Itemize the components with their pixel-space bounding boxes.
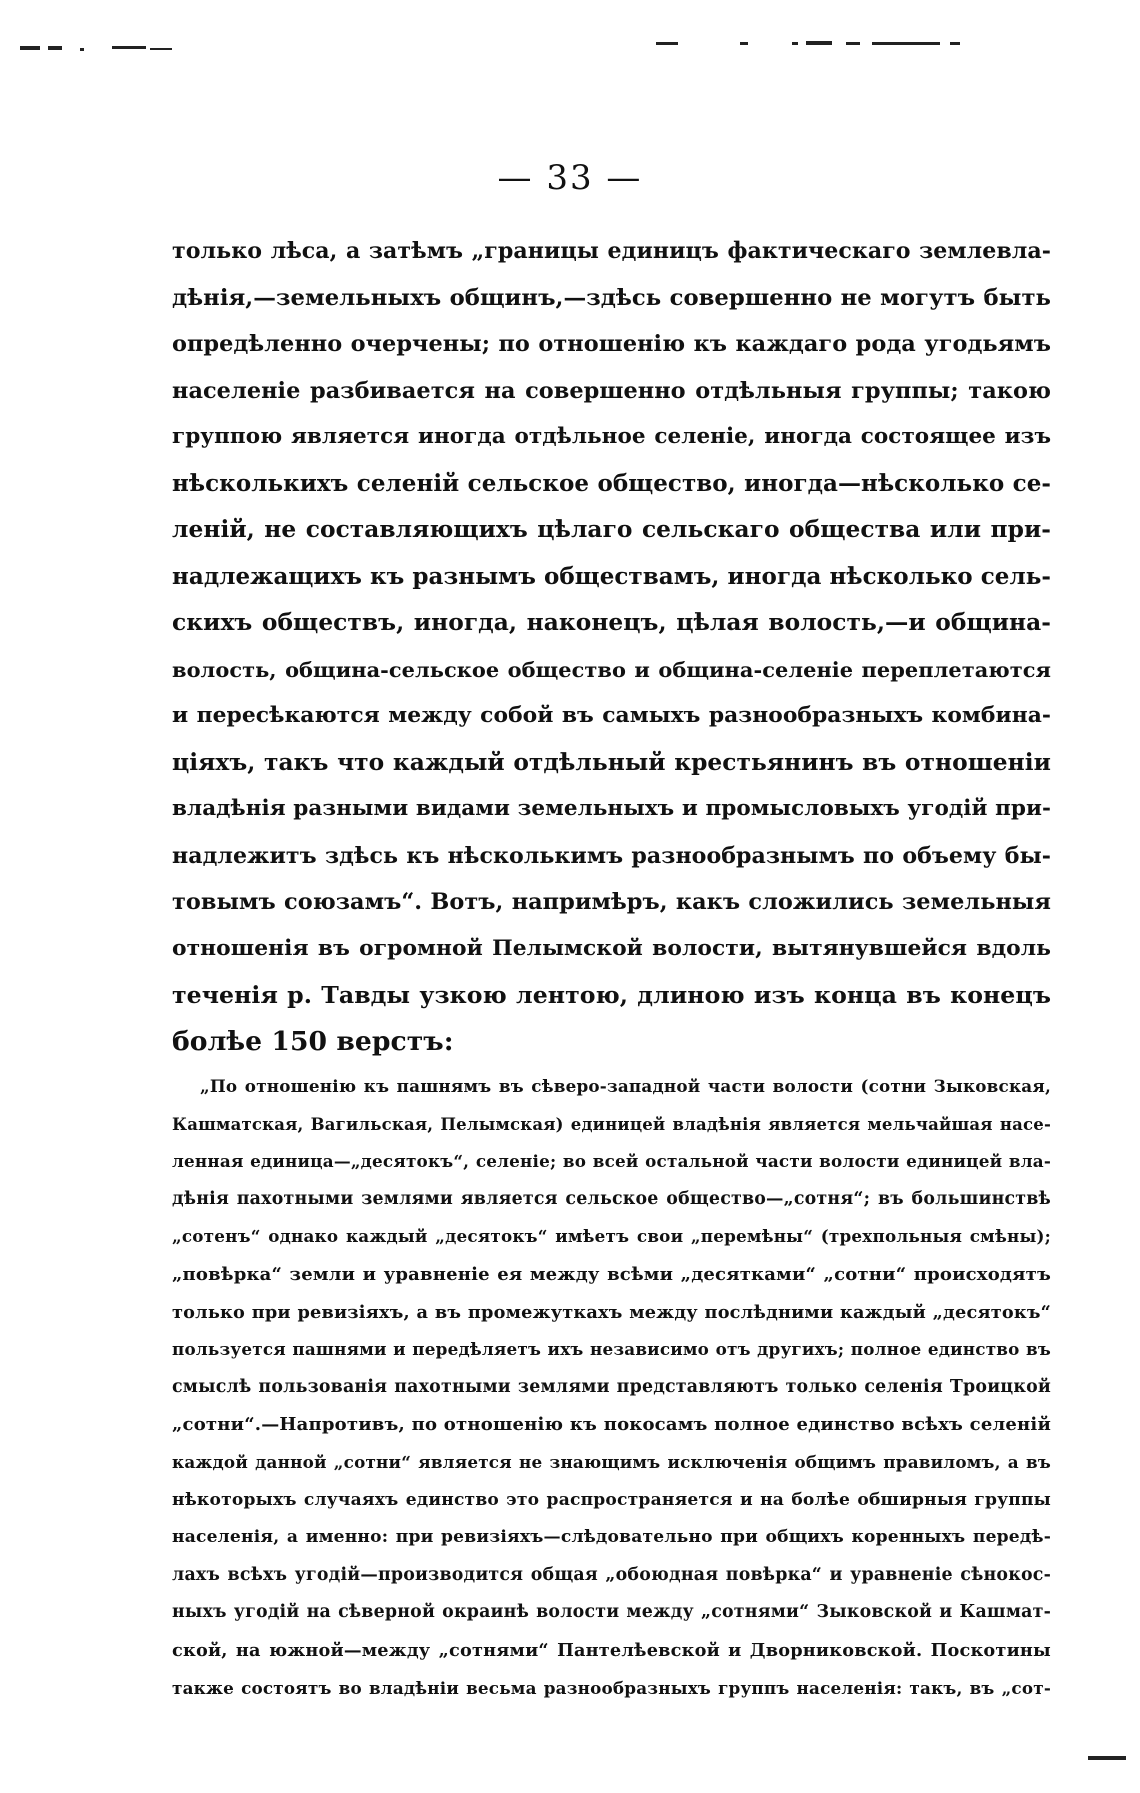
text-line: леній, не составляющихъ цѣлаго сельскаго общества или при-: [172, 516, 1051, 543]
top-scan-marks: [0, 46, 1140, 52]
text-line: надлежащихъ къ разнымъ обществамъ, иногда нѣсколько сель-: [172, 562, 1051, 590]
text-line: болѣе 150 верстъ:: [172, 1025, 454, 1057]
quote-line: лахъ всѣхъ угодій—производится общая „обоюдная повѣрка“ и уравненіе сѣнокос-: [172, 1564, 1051, 1585]
quote-line: также состоятъ во владѣніи весьма разнообразныхъ группъ населенія: такъ, въ „сот-: [172, 1677, 1051, 1698]
text-line: населеніе разбивается на совершенно отдѣльныя группы; такою: [172, 377, 1051, 404]
scan-mark: [20, 46, 40, 50]
page-number: — 33 —: [497, 158, 643, 198]
quote-line: только при ревизіяхъ, а въ промежуткахъ между послѣдними каждый „десятокъ“: [172, 1301, 1051, 1323]
main-body-text: [172, 228, 1051, 1065]
scan-mark: [112, 46, 146, 49]
scan-mark: [950, 42, 960, 45]
text-line: только лѣса, а затѣмъ „границы единицъ фактическаго землевла-: [172, 238, 1051, 264]
quote-line: „сотенъ“ однако каждый „десятокъ“ имѣетъ свои „перемѣны“ (трехпольныя смѣны);: [172, 1226, 1051, 1247]
quote-line: ленная единица—„десятокъ“, селеніе; во всей остальной части волости единицей вла-: [172, 1151, 1051, 1172]
quote-line: каждой данной „сотни“ является не знающимъ исключенія общимъ правиломъ, а въ: [172, 1451, 1051, 1472]
text-line: надлежитъ здѣсь къ нѣсколькимъ разнообразнымъ по объему бы-: [172, 842, 1051, 869]
scan-mark: [846, 42, 860, 45]
text-line: владѣнія разными видами земельныхъ и промысловыхъ угодій при-: [172, 796, 1051, 821]
text-line: ціяхъ, такъ что каждый отдѣльный крестьянинъ въ отношеніи: [172, 748, 1051, 776]
scan-mark: [740, 42, 748, 45]
scan-mark: [656, 42, 678, 45]
text-line: теченія р. Тавды узкою лентою, длиною изъ конца въ конецъ: [172, 981, 1051, 1009]
scan-mark: [150, 48, 172, 50]
quote-line: „повѣрка“ земли и уравненіе ея между всѣми „десятками“ „сотни“ происходятъ: [172, 1263, 1051, 1285]
text-line: группою является иногда отдѣльное селеніе, иногда состоящее изъ: [172, 424, 1051, 449]
scan-mark: [872, 42, 940, 45]
text-line: волость, община-сельское общество и община-селеніе переплетаются: [172, 656, 1051, 682]
text-line: опредѣленно очерчены; по отношенію къ каждаго рода угодьямъ: [172, 331, 1051, 357]
quoted-passage: [172, 1068, 1051, 1707]
text-line: дѣнія,—земельныхъ общинъ,—здѣсь совершенно не могутъ быть: [172, 284, 1051, 311]
quote-line: ской, на южной—между „сотнями“ Пантелѣевской и Дворниковской. Поскотины: [172, 1639, 1051, 1661]
quote-line: ныхъ угодій на сѣверной окраинѣ волости между „сотнями“ Зыковской и Кашмат-: [172, 1602, 1051, 1623]
scan-mark: [48, 46, 62, 50]
text-line: и пересѣкаются между собой въ самыхъ разнообразныхъ комбина-: [172, 703, 1051, 728]
quote-line: пользуется пашнями и передѣляетъ ихъ независимо отъ другихъ; полное единство въ: [172, 1339, 1051, 1360]
quote-line: Кашматская, Вагильская, Пелымская) единицей владѣнія является мельчайшая насе-: [172, 1114, 1051, 1134]
scan-mark: [792, 42, 798, 45]
quote-line: дѣнія пахотными землями является сельское общество—„сотня“; въ большинствѣ: [172, 1188, 1051, 1209]
quote-line: смыслѣ пользованія пахотными землями представляютъ только селенія Троицкой: [172, 1376, 1051, 1397]
quote-line: нѣкоторыхъ случаяхъ единство это распространяется и на болѣе обширныя группы: [172, 1489, 1051, 1510]
scan-mark: [80, 48, 84, 51]
scan-mark: [806, 41, 832, 45]
text-line: товымъ союзамъ“. Вотъ, напримѣръ, какъ сложились земельныя: [172, 889, 1051, 915]
text-line: отношенія въ огромной Пелымской волости, вытянувшейся вдоль: [172, 935, 1051, 961]
quote-line: „По отношенію къ пашнямъ въ сѣверо-западной части волости (сотни Зыковская,: [200, 1076, 1051, 1096]
text-line: нѣсколькихъ селеній сельское общество, иногда—нѣсколько се-: [172, 469, 1051, 497]
scan-mark-bottom-right: [1088, 1756, 1126, 1760]
quote-line: „сотни“.—Напротивъ, по отношенію къ покосамъ полное единство всѣхъ селеній: [172, 1414, 1051, 1436]
quote-line: населенія, а именно: при ревизіяхъ—слѣдовательно при общихъ коренныхъ передѣ-: [172, 1527, 1051, 1548]
text-line: скихъ обществъ, иногда, наконецъ, цѣлая волость,—и община-: [172, 609, 1051, 636]
